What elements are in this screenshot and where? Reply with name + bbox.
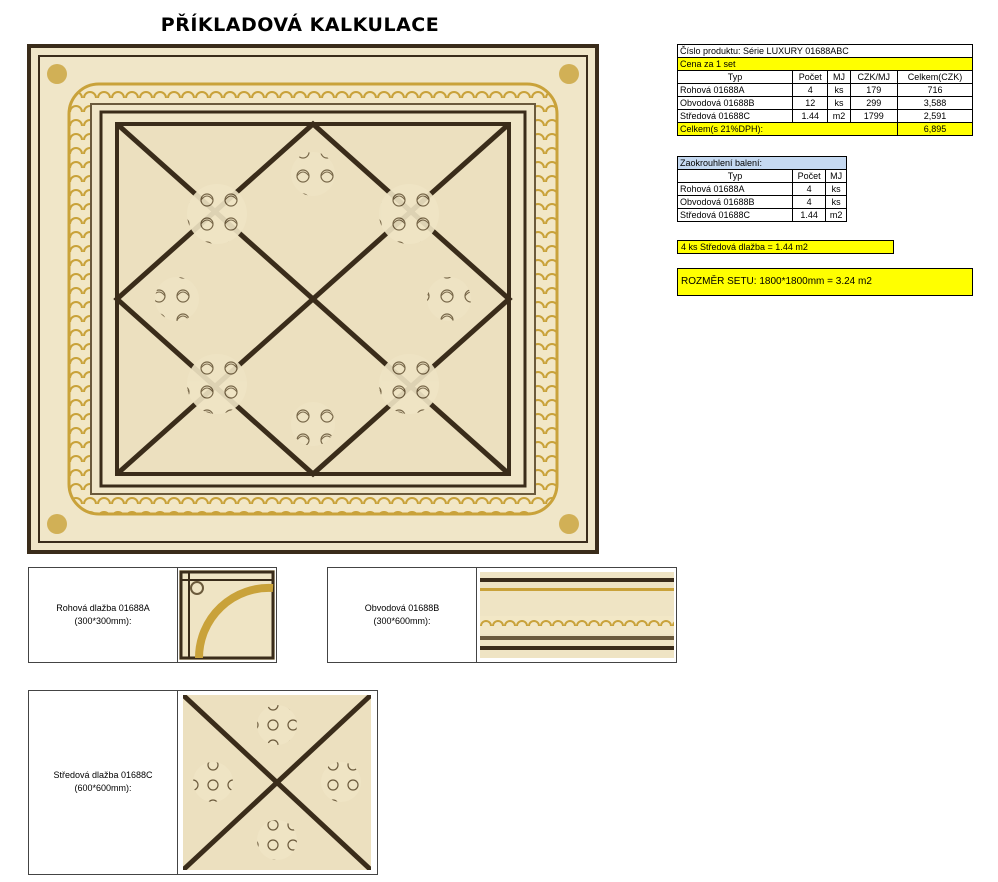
tile-corner-image xyxy=(179,570,275,660)
tile-center-label xyxy=(29,769,177,795)
table-row xyxy=(678,110,973,123)
cell-type: Rohová 01688A xyxy=(678,84,793,97)
col-header: Počet xyxy=(793,170,826,183)
page-title: PŘÍKLADOVÁ KALKULACE xyxy=(160,14,440,36)
cell-type: Středová 01688C xyxy=(678,209,793,222)
cell-unit: ks xyxy=(826,183,847,196)
tile-size: (300*600mm): xyxy=(373,616,431,626)
packaging-table xyxy=(677,156,847,222)
cell-type: Středová 01688C xyxy=(678,110,793,123)
tile-border-label xyxy=(328,602,476,628)
table-row xyxy=(678,97,973,110)
col-header: Typ xyxy=(678,71,793,84)
product-row xyxy=(678,45,973,58)
note-text: 4 ks Středová dlažba = 1.44 m2 xyxy=(681,242,808,252)
product-value: Série LUXURY 01688ABC xyxy=(743,46,849,56)
col-header: Celkem(CZK) xyxy=(898,71,973,84)
cell-unit: ks xyxy=(828,97,850,110)
set-size-text: ROZMĚR SETU: 1800*1800mm = 3.24 m2 xyxy=(681,276,872,287)
packaging-section-title: Zaokrouhlení balení: xyxy=(678,157,847,170)
tile-center-box xyxy=(28,690,378,875)
cell-unit: m2 xyxy=(828,110,850,123)
table-row xyxy=(678,209,847,222)
note-box xyxy=(677,240,894,254)
tile-border-image xyxy=(480,572,674,658)
cell-count: 1.44 xyxy=(793,110,828,123)
col-header: MJ xyxy=(828,71,850,84)
tile-size: (300*300mm): xyxy=(74,616,132,626)
cell-unit-price: 299 xyxy=(850,97,897,110)
tile-corner-box xyxy=(28,567,277,663)
cell-unit-price: 1799 xyxy=(850,110,897,123)
cell-unit: ks xyxy=(828,84,850,97)
cell-count: 4 xyxy=(793,84,828,97)
cell-unit: m2 xyxy=(826,209,847,222)
tile-name: Středová dlažba 01688C xyxy=(53,770,153,780)
table-row xyxy=(678,84,973,97)
tile-size: (600*600mm): xyxy=(74,783,132,793)
tile-name: Rohová dlažba 01688A xyxy=(56,603,150,613)
cell-type: Obvodová 01688B xyxy=(678,97,793,110)
cell-count: 12 xyxy=(793,97,828,110)
cell-count: 4 xyxy=(793,196,826,209)
col-header: Počet xyxy=(793,71,828,84)
price-section-title: Cena za 1 set xyxy=(678,58,973,71)
table-row xyxy=(678,183,847,196)
col-header: CZK/MJ xyxy=(850,71,897,84)
price-table xyxy=(677,44,973,136)
cell-unit: ks xyxy=(826,196,847,209)
col-header: MJ xyxy=(826,170,847,183)
total-label: Celkem(s 21%DPH): xyxy=(678,123,898,136)
product-label: Číslo produktu: xyxy=(680,46,741,56)
cell-count: 1.44 xyxy=(793,209,826,222)
total-value: 6,895 xyxy=(898,123,973,136)
table-row xyxy=(678,196,847,209)
set-size-box xyxy=(677,268,973,296)
tile-border-box xyxy=(327,567,677,663)
cell-unit-price: 179 xyxy=(850,84,897,97)
cell-total: 3,588 xyxy=(898,97,973,110)
tile-corner-label xyxy=(29,602,177,628)
tile-center-image xyxy=(183,695,371,870)
col-header: Typ xyxy=(678,170,793,183)
total-row xyxy=(678,123,973,136)
medallion-image xyxy=(27,44,599,554)
tile-name: Obvodová 01688B xyxy=(364,603,440,613)
cell-total: 2,591 xyxy=(898,110,973,123)
cell-count: 4 xyxy=(793,183,826,196)
cell-type: Obvodová 01688B xyxy=(678,196,793,209)
cell-total: 716 xyxy=(898,84,973,97)
cell-type: Rohová 01688A xyxy=(678,183,793,196)
